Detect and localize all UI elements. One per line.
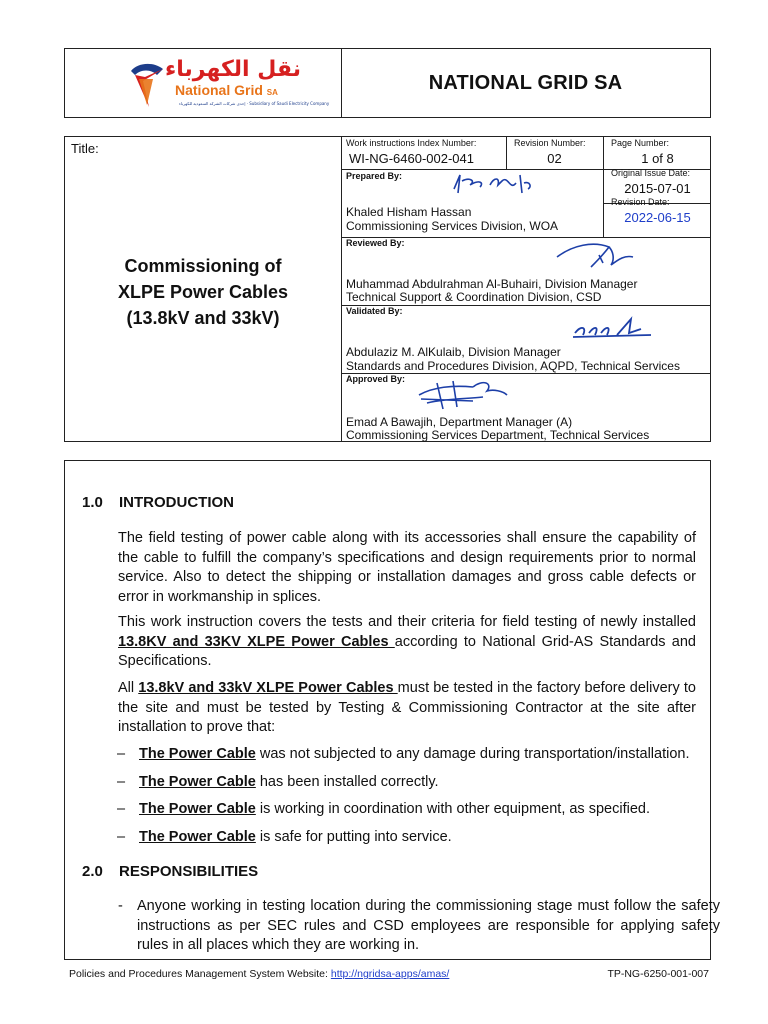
revision-number-value: 02	[547, 151, 562, 166]
index-number-value: WI-NG-6460-002-041	[349, 151, 474, 166]
footer-website-link[interactable]: http://ngridsa-apps/amas/	[330, 968, 450, 980]
prepared-by-division: Commissioning Services Division, WOA	[346, 219, 559, 233]
logo-arabic-text: نقل الكهرباء	[165, 57, 301, 82]
intro-paragraph-2: This work instruction covers the tests and their criteria for field testing of newly installed 13.8KV and 33KV XLPE Power Cables according to National Grid-AS Standards and Specifications.	[118, 614, 696, 669]
prepared-by-signature	[450, 171, 550, 201]
reviewed-by-name: Muhammad Abdulrahman Al-Buhairi, Division Manager	[346, 277, 638, 291]
logo-subtitle: إحدى شركات الشركة السعودية للكهرباء · Subsidiary of Saudi Electricity Company	[179, 101, 330, 106]
section-1-heading: 1.0 INTRODUCTION	[82, 494, 234, 511]
page-number-value: 1 of 8	[641, 151, 674, 166]
footer-website-label: Policies and Procedures Management System Website:	[69, 968, 328, 980]
reviewed-by-division: Technical Support & Coordination Division, CSD	[346, 290, 602, 304]
reviewed-by-signature	[553, 237, 643, 277]
prepared-by-name: Khaled Hisham Hassan	[346, 205, 472, 219]
document-title: Commissioning of XLPE Power Cables (13.8kV and 33kV)	[117, 256, 289, 328]
list-item: – The Power Cable is safe for putting into service.	[117, 829, 452, 845]
list-item: – The Power Cable is working in coordination with other equipment, as specified.	[117, 801, 650, 817]
logo-emblem-icon	[123, 61, 169, 109]
approved-by-division: Commissioning Services Department, Technical Services	[346, 428, 650, 442]
title-label: Title:	[71, 141, 99, 156]
document-header	[64, 48, 711, 118]
body-content	[64, 460, 720, 960]
approved-by-signature	[413, 373, 513, 415]
reviewed-by-label: Reviewed By:	[346, 238, 405, 248]
validated-by-name: Abdulaziz M. AlKulaib, Division Manager	[346, 345, 561, 359]
revision-date-label: Revision Date:	[611, 197, 670, 207]
list-item: – The Power Cable was not subjected to any damage during transportation/installation.	[117, 746, 690, 762]
logo-english-text: National Grid SA	[175, 82, 278, 98]
national-grid-logo	[105, 55, 330, 115]
company-name: NATIONAL GRID SA	[428, 71, 623, 94]
page-footer	[69, 968, 709, 980]
approval-table	[64, 136, 711, 442]
index-number-label: Work instructions Index Number:	[346, 138, 477, 148]
responsibility-dash: -	[118, 898, 123, 914]
intro-paragraph-3: All 13.8kV and 33kV XLPE Power Cables must be tested in the factory before delivery to the site and must be tested by Testing & Commissioning Contractor at the site after installation to prove that:	[118, 680, 696, 735]
approved-by-label: Approved By:	[346, 374, 406, 384]
validated-by-division: Standards and Procedures Division, AQPD, Technical Services	[346, 359, 680, 373]
original-issue-date-label: Original Issue Date:	[611, 168, 691, 178]
footer-template-code: TP-NG-6250-001-007	[607, 968, 709, 980]
intro-paragraph-1: The field testing of power cable along with its accessories shall ensure the capability of the cable to fulfill the company’s specifications and design requirements prior to normal service. Also to detect the shipping or installation damages and gross cable defects or error in workmanship in splices.	[118, 530, 696, 605]
list-item: – The Power Cable has been installed correctly.	[117, 774, 439, 790]
validated-by-label: Validated By:	[346, 306, 403, 316]
validated-by-signature	[571, 315, 671, 345]
prepared-by-label: Prepared By:	[346, 171, 403, 181]
revision-date-value: 2022-06-15	[624, 210, 691, 225]
page-number-label: Page Number:	[611, 138, 670, 148]
responsibility-item-1: Anyone working in testing location during the commissioning stage must follow the safety instructions as per SEC rules and CSD employees are responsible for applying safety rules in all places which they are working in.	[137, 898, 720, 953]
revision-number-label: Revision Number:	[514, 138, 586, 148]
approved-by-name: Emad A Bawajih, Department Manager (A)	[346, 415, 573, 429]
original-issue-date-value: 2015-07-01	[624, 181, 691, 196]
section-2-heading: 2.0 RESPONSIBILITIES	[82, 863, 259, 880]
